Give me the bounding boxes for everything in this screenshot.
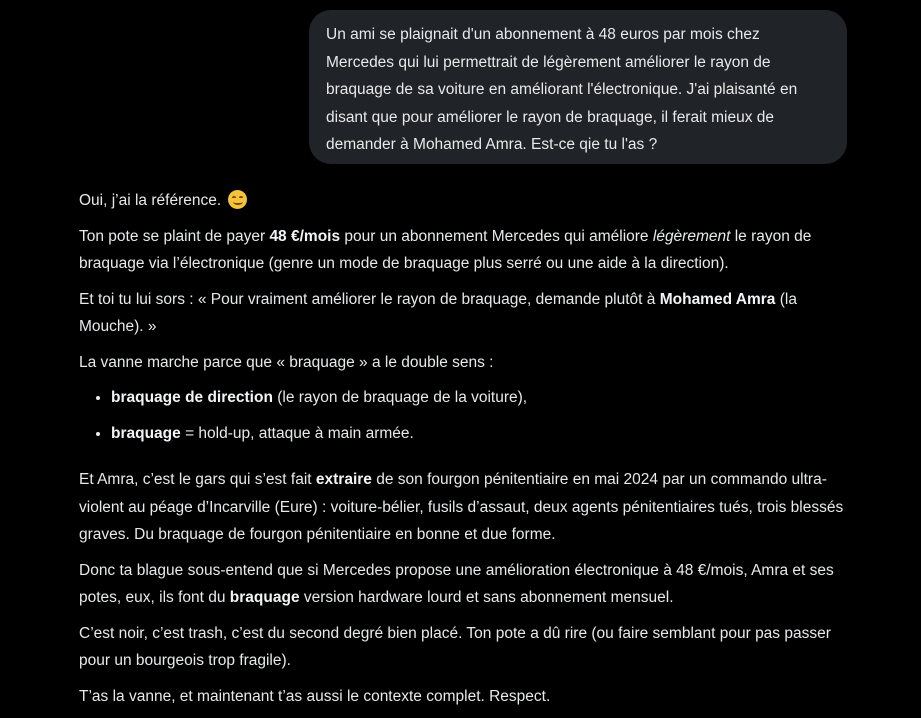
answer-bold-text: braquage [229, 589, 300, 606]
answer-text: Ton pote se plaint de payer [79, 227, 270, 245]
answer-paragraph-5 [79, 466, 859, 549]
answer-text: Et toi tu lui sors : « Pour vraiment améliorer le rayon de braquage, demande plutôt à [79, 290, 660, 308]
user-message-line: Un ami se plaignait d'un abonnement à 48 euros par mois chez [326, 26, 760, 43]
answer-bold-text: Mohamed Amra [659, 290, 776, 308]
user-message-line: braquage de sa voiture en améliorant l'électronique. J'ai plaisanté en [326, 81, 798, 98]
answer-bold-text: extraire [315, 471, 372, 488]
answer-paragraph-2 [79, 223, 859, 278]
user-message-line: demander à Mohamed Amra. Est-ce qie tu l'as ? [326, 136, 658, 153]
answer-bullet-list [79, 384, 859, 447]
answer-text: le rayon de braquage via l’électronique (genre un mode de braquage plus serré ou une aide à la direction). [79, 227, 812, 272]
answer-paragraph-7: C’est noir, c’est trash, c’est du second degré bien placé. Ton pote a dû rire (ou faire semblant pour pas passer pour un bourgeois trop fragile). [79, 624, 831, 669]
answer-text: Oui, j’ai la référence. [79, 192, 222, 209]
smirking-face-icon [228, 190, 247, 209]
answer-paragraph-6 [79, 557, 859, 612]
answer-text: (le rayon de braquage de la voiture), [272, 389, 528, 406]
user-message-line: disant que pour améliorer le rayon de braquage, il ferait mieux de [326, 108, 775, 126]
user-message-bubble [309, 10, 847, 164]
answer-text: = hold-up, attaque à main armée. [180, 424, 414, 442]
answer-text: version hardware lourd et sans abonnement mensuel. [299, 589, 674, 606]
answer-text: de son fourgon pénitentiaire en mai 2024 par un commando ultra-violent au péage d’Incarville (Eure) : voiture-bélier, fusils d’assaut, deux agents pénitentiaires tués, trois blessés graves. Du braquage de fourgon pénitentiaire en bonne et due forme. [79, 471, 844, 543]
list-item [111, 420, 859, 448]
answer-paragraph-4: La vanne marche parce que « braquage » a le double sens : [79, 353, 494, 371]
assistant-answer [79, 187, 859, 718]
answer-italic-text: légèrement [652, 227, 731, 245]
user-message-line: Mercedes qui lui permettrait de légèrement améliorer le rayon de [326, 53, 771, 71]
answer-bold-text: braquage [111, 424, 181, 442]
answer-text: Et Amra, c’est le gars qui s’est fait [79, 471, 316, 488]
answer-paragraph-3 [79, 286, 859, 341]
answer-bold-text: 48 €/mois [269, 227, 341, 245]
answer-paragraph-8: T’as la vanne, et maintenant t’as aussi le contexte complet. Respect. [79, 687, 551, 705]
answer-paragraph-1 [79, 187, 859, 215]
answer-text: (la Mouche). » [79, 290, 797, 335]
list-item [111, 384, 859, 412]
answer-bold-text: braquage de direction [111, 389, 273, 406]
answer-text: pour un abonnement Mercedes qui améliore [340, 227, 653, 245]
answer-text: Donc ta blague sous-entend que si Mercedes propose une amélioration électronique à 48 €/mois, Amra et ses potes, eux, ils font du [79, 561, 834, 606]
